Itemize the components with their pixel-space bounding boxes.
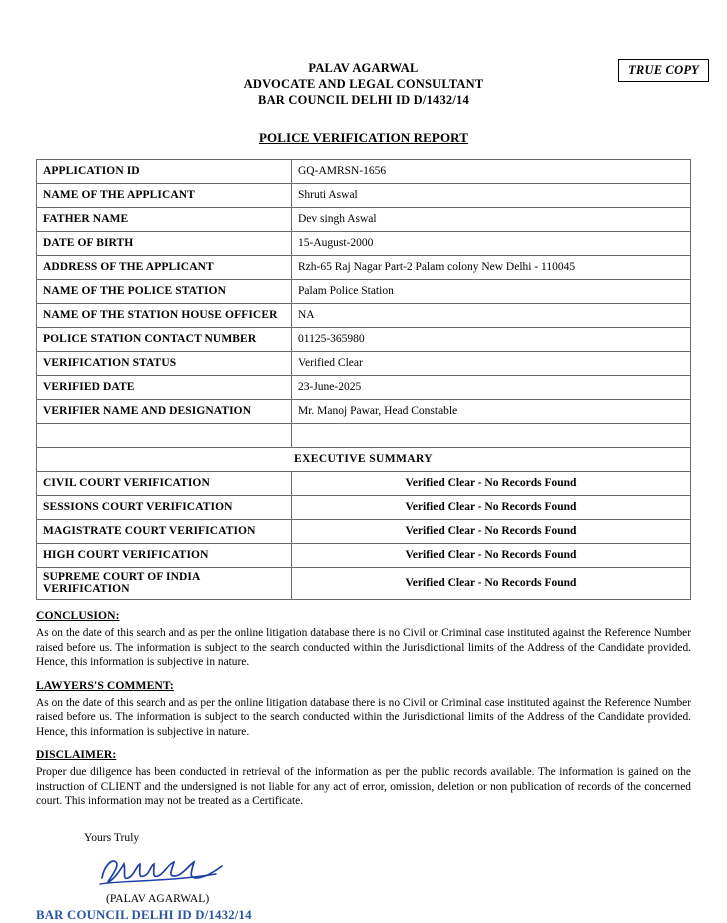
- row-label: NAME OF THE STATION HOUSE OFFICER: [37, 304, 292, 328]
- letterhead: [0, 0, 727, 108]
- row-value: Dev singh Aswal: [292, 208, 691, 232]
- conclusion-section: [36, 609, 691, 670]
- table-row: [37, 496, 691, 520]
- row-value: Rzh-65 Raj Nagar Part-2 Palam colony New Delhi - 110045: [292, 256, 691, 280]
- row-value: Verified Clear - No Records Found: [292, 472, 691, 496]
- row-label: FATHER NAME: [37, 208, 292, 232]
- row-value: Palam Police Station: [292, 280, 691, 304]
- table-row: [37, 328, 691, 352]
- row-label: CIVIL COURT VERIFICATION: [37, 472, 292, 496]
- table-row: [37, 232, 691, 256]
- row-label: VERIFIED DATE: [37, 376, 292, 400]
- row-value: Mr. Manoj Pawar, Head Constable: [292, 400, 691, 424]
- disclaimer-section: [36, 748, 691, 809]
- conclusion-heading: CONCLUSION:: [36, 609, 120, 622]
- table-row: [37, 544, 691, 568]
- row-label: SUPREME COURT OF INDIA VERIFICATION: [37, 568, 292, 600]
- disclaimer-heading: DISCLAIMER:: [36, 748, 117, 761]
- signer-name: (PALAV AGARWAL): [106, 891, 210, 905]
- row-value: GQ-AMRSN-1656: [292, 160, 691, 184]
- row-label: HIGH COURT VERIFICATION: [37, 544, 292, 568]
- row-value: 23-June-2025: [292, 376, 691, 400]
- page-title: POLICE VERIFICATION REPORT: [259, 130, 468, 145]
- table-row: [37, 280, 691, 304]
- row-label: DATE OF BIRTH: [37, 232, 292, 256]
- table-row: [37, 568, 691, 600]
- lawyers-comment-text: As on the date of this search and as per the online litigation database there is no Civil or Criminal case instituted against the Reference Number raised before us. The information is subject to the search conducted within the Jurisdictional limits of the Address of the Candidate provided. Hence, this information is subjective in nature.: [36, 696, 691, 738]
- table-row: [37, 256, 691, 280]
- row-label: NAME OF THE APPLICANT: [37, 184, 292, 208]
- lawyers-comment-section: [36, 679, 691, 740]
- table-row: [37, 160, 691, 184]
- table-row: [37, 400, 691, 424]
- row-value: Verified Clear - No Records Found: [292, 568, 691, 600]
- table-row: [37, 376, 691, 400]
- row-label: SESSIONS COURT VERIFICATION: [37, 496, 292, 520]
- row-label: VERIFIER NAME AND DESIGNATION: [37, 400, 292, 424]
- row-value: Verified Clear - No Records Found: [292, 520, 691, 544]
- row-value: Verified Clear: [292, 352, 691, 376]
- signature-icon: [96, 848, 226, 892]
- row-label: VERIFICATION STATUS: [37, 352, 292, 376]
- signature: [36, 848, 691, 892]
- row-value: Shruti Aswal: [292, 184, 691, 208]
- row-label: ADDRESS OF THE APPLICANT: [37, 256, 292, 280]
- row-label: APPLICATION ID: [37, 160, 292, 184]
- row-value: 01125-365980: [292, 328, 691, 352]
- details-table: [36, 159, 691, 600]
- table-row: [37, 304, 691, 328]
- signature-bar-id: BAR COUNCIL DELHI ID D/1432/14: [36, 907, 252, 922]
- lawyers-comment-heading: LAWYERS'S COMMENT:: [36, 678, 174, 692]
- row-label: POLICE STATION CONTACT NUMBER: [37, 328, 292, 352]
- table-spacer: [37, 424, 691, 448]
- lawyer-bar-council: BAR COUNCIL DELHI ID D/1432/14: [258, 93, 469, 107]
- conclusion-text: As on the date of this search and as per the online litigation database there is no Civil or Criminal case instituted against the Reference Number raised before us. The information is subject to the search conducted within the Jurisdictional limits of the Address of the Candidate provided. Hence, this information is subjective in nature.: [36, 627, 691, 668]
- row-value: 15-August-2000: [292, 232, 691, 256]
- table-row: [37, 520, 691, 544]
- lawyer-name: PALAV AGARWAL: [308, 61, 419, 75]
- executive-summary-heading: EXECUTIVE SUMMARY: [37, 448, 691, 472]
- executive-summary-header-row: [37, 448, 691, 472]
- row-value: Verified Clear - No Records Found: [292, 544, 691, 568]
- table-row: [37, 208, 691, 232]
- table-row: [37, 472, 691, 496]
- row-value: Verified Clear - No Records Found: [292, 496, 691, 520]
- table-row: [37, 184, 691, 208]
- lawyer-designation: ADVOCATE AND LEGAL CONSULTANT: [243, 77, 484, 91]
- row-label: MAGISTRATE COURT VERIFICATION: [37, 520, 292, 544]
- table-row: [37, 352, 691, 376]
- true-copy-stamp: TRUE COPY: [618, 59, 709, 82]
- row-label: NAME OF THE POLICE STATION: [37, 280, 292, 304]
- yours-truly: Yours Truly: [84, 830, 140, 844]
- disclaimer-text: Proper due diligence has been conducted in retrieval of the information as per the public records available. The information is gained on the instruction of CLIENT and the undersigned is not liable for any act of error, omission, deletion or non publication of records of the concerned court. This information may not be treated as a Certificate.: [36, 766, 691, 807]
- row-value: NA: [292, 304, 691, 328]
